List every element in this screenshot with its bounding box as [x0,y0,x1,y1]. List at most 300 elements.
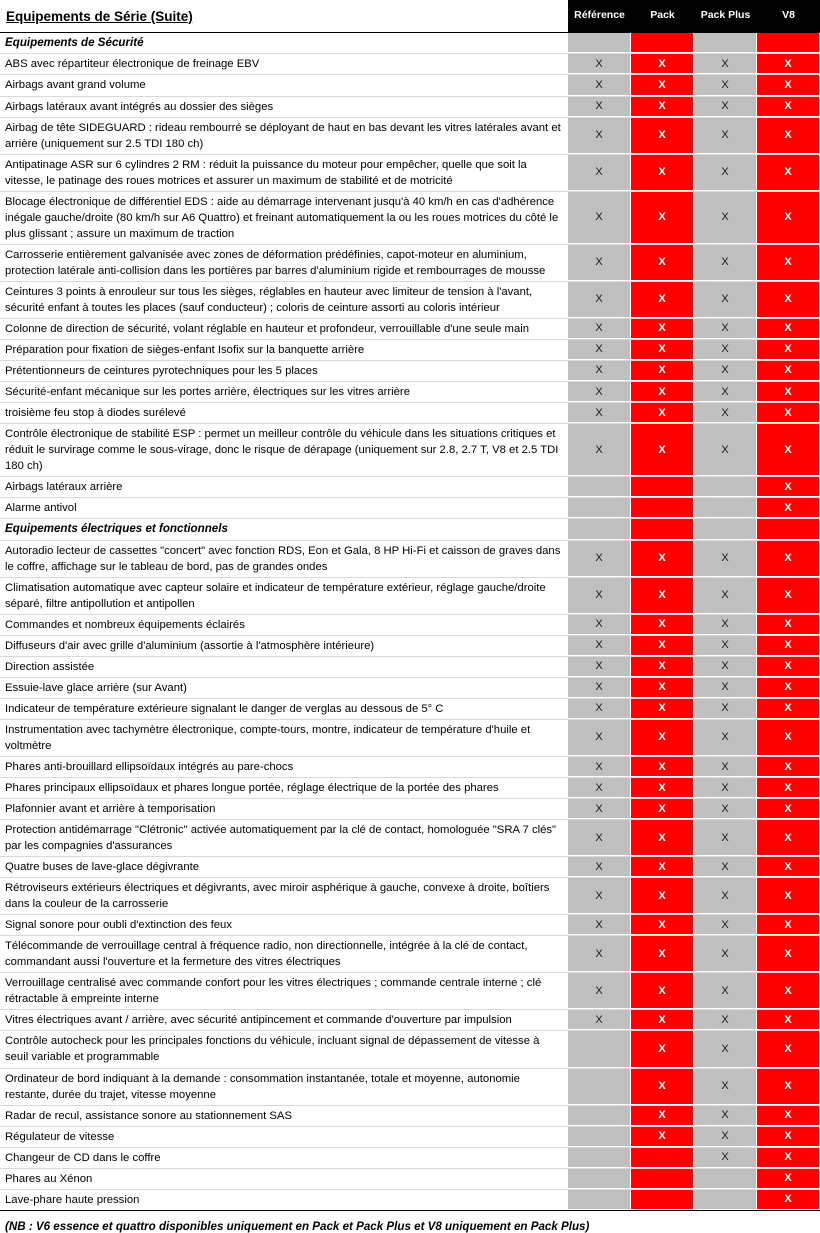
cell-pack-plus [694,973,757,1009]
check-mark: X [658,802,666,815]
cell-pack-plus [694,1031,757,1067]
cell-pack [631,498,694,518]
page-title-cell [0,0,568,32]
cell-v8 [757,1010,820,1030]
check-mark: X [595,552,603,565]
cell-pack [631,657,694,677]
table-row [0,820,820,857]
check-mark: X [721,256,729,269]
cell-pack [631,820,694,856]
check-mark: X [595,293,603,306]
check-mark: X [658,889,666,902]
check-mark: X [595,984,603,997]
check-mark: X [784,731,792,744]
cell-reference [568,973,631,1009]
check-mark: X [595,406,603,419]
cell-pack-plus [694,382,757,402]
equipment-label: Alarme antivol [0,498,568,518]
check-mark: X [658,443,666,456]
check-mark: X [658,364,666,377]
cell-pack-plus [694,878,757,914]
check-mark: X [595,781,603,794]
check-mark: X [658,831,666,844]
check-mark: X [721,322,729,335]
equipment-label: Airbags latéraux arrière [0,477,568,497]
equipment-label: Climatisation automatique avec capteur solaire et indicateur de température extérieur, réglage gauche/droite séparé, filtre antipollution et antipollen [0,578,568,614]
equipment-label: Autoradio lecteur de cassettes "concert" avec fonction RDS, Eon et Gala, 8 HP Hi-Fi et caisson de graves dans le coffre, affichage sur le tableau de bord, pas de grandes ondes [0,541,568,577]
equipment-label: Régulateur de vitesse [0,1127,568,1147]
equipment-label: Plafonnier avant et arrière à temporisation [0,799,568,819]
cell-pack-plus [694,477,757,497]
equipment-label: ABS avec répartiteur électronique de freinage EBV [0,54,568,74]
check-mark: X [721,681,729,694]
availability-cells [568,340,820,360]
check-mark: X [784,889,792,902]
cell-pack-plus [694,519,757,539]
check-mark: X [721,1151,729,1164]
cell-pack-plus [694,699,757,719]
check-mark: X [595,660,603,673]
cell-pack [631,97,694,117]
check-mark: X [784,660,792,673]
cell-pack [631,1010,694,1030]
table-header [0,0,820,32]
cell-pack [631,1169,694,1189]
cell-pack-plus [694,361,757,381]
cell-pack [631,33,694,53]
check-mark: X [658,552,666,565]
cell-pack-plus [694,857,757,877]
check-mark: X [784,702,792,715]
equipment-label: troisième feu stop à diodes surélevé [0,403,568,423]
check-mark: X [658,639,666,652]
check-mark: X [658,1130,666,1143]
cell-pack-plus [694,75,757,95]
cell-pack-plus [694,33,757,53]
cell-pack [631,1106,694,1126]
check-mark: X [595,760,603,773]
check-mark: X [784,166,792,179]
table-row [0,1031,820,1068]
check-mark: X [658,1042,666,1055]
check-mark: X [658,1013,666,1026]
check-mark: X [721,1109,729,1122]
check-mark: X [595,364,603,377]
equipment-label: Phares principaux ellipsoïdaux et phares longue portée, réglage électrique de la portée des phares [0,778,568,798]
cell-pack [631,857,694,877]
cell-pack-plus [694,820,757,856]
check-mark: X [658,618,666,631]
equipment-table [0,32,820,1211]
table-row [0,155,820,192]
availability-cells [568,382,820,402]
cell-reference [568,878,631,914]
cell-pack [631,578,694,614]
cell-v8 [757,1169,820,1189]
cell-reference [568,799,631,819]
cell-pack [631,699,694,719]
section-label: Equipements de Sécurité [0,33,568,53]
cell-pack [631,477,694,497]
cell-pack [631,118,694,154]
equipment-label: Changeur de CD dans le coffre [0,1148,568,1168]
section-row [0,519,820,540]
cell-pack [631,155,694,191]
check-mark: X [721,1130,729,1143]
check-mark: X [721,552,729,565]
cell-v8 [757,54,820,74]
check-mark: X [595,831,603,844]
cell-pack-plus [694,424,757,476]
cell-pack [631,778,694,798]
cell-reference [568,578,631,614]
cell-pack-plus [694,915,757,935]
check-mark: X [784,443,792,456]
check-mark: X [721,166,729,179]
availability-cells [568,757,820,777]
check-mark: X [595,57,603,70]
cell-pack-plus [694,578,757,614]
table-row [0,878,820,915]
table-row [0,720,820,757]
table-row [0,340,820,361]
cell-reference [568,541,631,577]
cell-reference [568,778,631,798]
table-row [0,192,820,245]
table-row [0,915,820,936]
cell-pack [631,678,694,698]
check-mark: X [721,760,729,773]
availability-cells [568,477,820,497]
check-mark: X [658,256,666,269]
table-row [0,799,820,820]
availability-cells [568,578,820,614]
table-row [0,1010,820,1031]
cell-v8 [757,678,820,698]
cell-pack [631,541,694,577]
check-mark: X [784,256,792,269]
cell-reference [568,699,631,719]
equipment-label: Ordinateur de bord indiquant à la demande : consommation instantanée, totale et moyenne, autonomie restante, durée du trajet, vitesse moyenne [0,1069,568,1105]
cell-reference [568,1190,631,1210]
cell-v8 [757,973,820,1009]
cell-pack-plus [694,799,757,819]
equipment-label: Prétentionneurs de ceintures pyrotechniques pour les 5 places [0,361,568,381]
table-row [0,97,820,118]
cell-v8 [757,424,820,476]
cell-v8 [757,699,820,719]
cell-v8 [757,192,820,244]
check-mark: X [784,129,792,142]
cell-v8 [757,657,820,677]
cell-v8 [757,155,820,191]
cell-pack-plus [694,1106,757,1126]
cell-v8 [757,857,820,877]
cell-reference [568,245,631,281]
availability-cells [568,915,820,935]
cell-pack [631,75,694,95]
cell-pack [631,1190,694,1210]
cell-reference [568,1169,631,1189]
availability-cells [568,973,820,1009]
table-row [0,477,820,498]
cell-pack [631,54,694,74]
cell-pack [631,282,694,318]
check-mark: X [721,731,729,744]
availability-cells [568,1031,820,1067]
check-mark: X [658,731,666,744]
equipment-label: Télécommande de verrouillage central à fréquence radio, non directionnelle, intégrée à la clé de contact, commandant aussi l'ouverture et la fermeture des vitres électriques [0,936,568,972]
cell-v8 [757,498,820,518]
check-mark: X [721,889,729,902]
cell-v8 [757,757,820,777]
table-row [0,498,820,519]
cell-reference [568,97,631,117]
check-mark: X [721,443,729,456]
cell-pack-plus [694,657,757,677]
check-mark: X [721,660,729,673]
cell-v8 [757,820,820,856]
availability-cells [568,1010,820,1030]
cell-pack-plus [694,340,757,360]
cell-reference [568,720,631,756]
availability-cells [568,1148,820,1168]
table-row [0,657,820,678]
availability-cells [568,319,820,339]
column-header-reference: Référence [574,9,625,22]
cell-reference [568,192,631,244]
cell-pack [631,361,694,381]
table-row [0,615,820,636]
check-mark: X [595,322,603,335]
check-mark: X [658,760,666,773]
check-mark: X [784,211,792,224]
equipment-label: Indicateur de température extérieure signalant le danger de verglas au dessous de 5° C [0,699,568,719]
check-mark: X [595,385,603,398]
table-row [0,319,820,340]
check-mark: X [595,947,603,960]
check-mark: X [784,293,792,306]
equipment-label: Instrumentation avec tachymètre électronique, compte-tours, montre, indicateur de température d'huile et voltmètre [0,720,568,756]
cell-reference [568,519,631,539]
table-row [0,118,820,155]
check-mark: X [784,100,792,113]
check-mark: X [595,589,603,602]
cell-pack [631,799,694,819]
availability-cells [568,720,820,756]
cell-pack [631,382,694,402]
check-mark: X [784,1151,792,1164]
cell-v8 [757,519,820,539]
cell-pack-plus [694,636,757,656]
check-mark: X [658,1080,666,1093]
cell-pack [631,720,694,756]
check-mark: X [658,293,666,306]
cell-pack-plus [694,615,757,635]
cell-pack-plus [694,498,757,518]
cell-pack-plus [694,245,757,281]
cell-pack [631,424,694,476]
check-mark: X [721,129,729,142]
check-mark: X [721,639,729,652]
table-row [0,699,820,720]
column-header-pack: Pack [650,9,675,22]
check-mark: X [784,552,792,565]
cell-reference [568,361,631,381]
check-mark: X [658,343,666,356]
cell-v8 [757,361,820,381]
check-mark: X [784,364,792,377]
equipment-label: Protection antidémarrage "Clétronic" activée automatiquement par la clé de contact, homologuée "SRA 7 clés" par les compagnies d'assurances [0,820,568,856]
table-row [0,245,820,282]
cell-pack-plus [694,54,757,74]
cell-reference [568,636,631,656]
cell-pack-plus [694,1148,757,1168]
cell-v8 [757,477,820,497]
table-row [0,857,820,878]
cell-pack [631,757,694,777]
footer-note: (NB : V6 essence et quattro disponibles uniquement en Pack et Pack Plus et V8 uniquement en Pack Plus) [5,1219,590,1233]
cell-reference [568,1031,631,1067]
check-mark: X [595,256,603,269]
equipment-label: Direction assistée [0,657,568,677]
cell-v8 [757,97,820,117]
check-mark: X [658,100,666,113]
cell-pack [631,878,694,914]
check-mark: X [721,860,729,873]
cell-reference [568,657,631,677]
check-mark: X [595,889,603,902]
check-mark: X [721,802,729,815]
equipment-label: Sécurité-enfant mécanique sur les portes arrière, électriques sur les vitres arrière [0,382,568,402]
cell-pack [631,192,694,244]
check-mark: X [658,129,666,142]
availability-cells [568,403,820,423]
check-mark: X [658,681,666,694]
cell-pack-plus [694,720,757,756]
table-row [0,541,820,578]
cell-reference [568,615,631,635]
column-header-v8: V8 [782,9,795,22]
cell-pack-plus [694,757,757,777]
cell-reference [568,1148,631,1168]
table-row [0,936,820,973]
check-mark: X [658,860,666,873]
equipment-label: Airbags latéraux avant intégrés au dossier des sièges [0,97,568,117]
section-row [0,33,820,54]
check-mark: X [595,129,603,142]
cell-v8 [757,245,820,281]
cell-pack-plus [694,1069,757,1105]
check-mark: X [784,984,792,997]
check-mark: X [721,589,729,602]
equipment-label: Ceintures 3 points à enrouleur sur tous les sièges, réglables en hauteur avec limiteur de tension à l'avant, sécurité enfant à toutes les places (sauf conducteur) ; coloris de ceinture assorti au coloris intérieur [0,282,568,318]
equipment-label: Lave-phare haute pression [0,1190,568,1210]
check-mark: X [784,501,792,514]
cell-pack [631,403,694,423]
equipment-label: Diffuseurs d'air avec grille d'aluminium (assortie à l'atmosphère intérieure) [0,636,568,656]
check-mark: X [658,322,666,335]
check-mark: X [721,211,729,224]
cell-pack-plus [694,778,757,798]
check-mark: X [721,406,729,419]
cell-reference [568,340,631,360]
cell-reference [568,118,631,154]
equipment-label: Carrosserie entièrement galvanisée avec zones de déformation prédéfinies, capot-moteur en aluminium, protection latérale anti-collision dans les portières par barres d'aluminium rigide et rembourrages de mousse [0,245,568,281]
cell-reference [568,1106,631,1126]
check-mark: X [784,1109,792,1122]
availability-cells [568,1169,820,1189]
check-mark: X [658,589,666,602]
availability-cells [568,936,820,972]
equipment-label: Rétroviseurs extérieurs électriques et dégivrants, avec miroir asphérique à gauche, convexe à droite, boîtiers dans la couleur de la carrosserie [0,878,568,914]
table-row [0,678,820,699]
cell-v8 [757,282,820,318]
cell-reference [568,403,631,423]
cell-pack-plus [694,1190,757,1210]
availability-cells [568,615,820,635]
check-mark: X [784,681,792,694]
check-mark: X [595,918,603,931]
equipment-label: Essuie-lave glace arrière (sur Avant) [0,678,568,698]
cell-v8 [757,936,820,972]
availability-cells [568,657,820,677]
availability-cells [568,678,820,698]
availability-cells [568,118,820,154]
cell-pack [631,245,694,281]
table-row [0,361,820,382]
equipment-label: Verrouillage centralisé avec commande confort pour les vitres électriques ; commande centrale interne ; clé rétractable à empreinte interne [0,973,568,1009]
availability-cells [568,97,820,117]
page-title: Equipements de Série (Suite) [6,8,193,24]
cell-pack-plus [694,678,757,698]
check-mark: X [595,211,603,224]
table-row [0,1169,820,1190]
availability-cells [568,820,820,856]
check-mark: X [784,343,792,356]
cell-reference [568,1010,631,1030]
check-mark: X [595,343,603,356]
availability-cells [568,192,820,244]
check-mark: X [784,385,792,398]
cell-reference [568,498,631,518]
check-mark: X [595,618,603,631]
cell-reference [568,155,631,191]
cell-pack-plus [694,403,757,423]
cell-reference [568,477,631,497]
cell-pack-plus [694,155,757,191]
cell-pack-plus [694,282,757,318]
check-mark: X [784,57,792,70]
check-mark: X [658,385,666,398]
section-label: Equipements électriques et fonctionnels [0,519,568,539]
cell-v8 [757,1069,820,1105]
availability-cells [568,1190,820,1210]
availability-cells [568,636,820,656]
check-mark: X [595,731,603,744]
column-header-pack-plus: Pack Plus [700,9,751,22]
column-headers [568,0,820,32]
check-mark: X [658,781,666,794]
cell-v8 [757,118,820,154]
availability-cells [568,75,820,95]
cell-reference [568,857,631,877]
check-mark: X [658,166,666,179]
cell-v8 [757,319,820,339]
check-mark: X [784,79,792,91]
table-row [0,382,820,403]
check-mark: X [595,443,603,456]
